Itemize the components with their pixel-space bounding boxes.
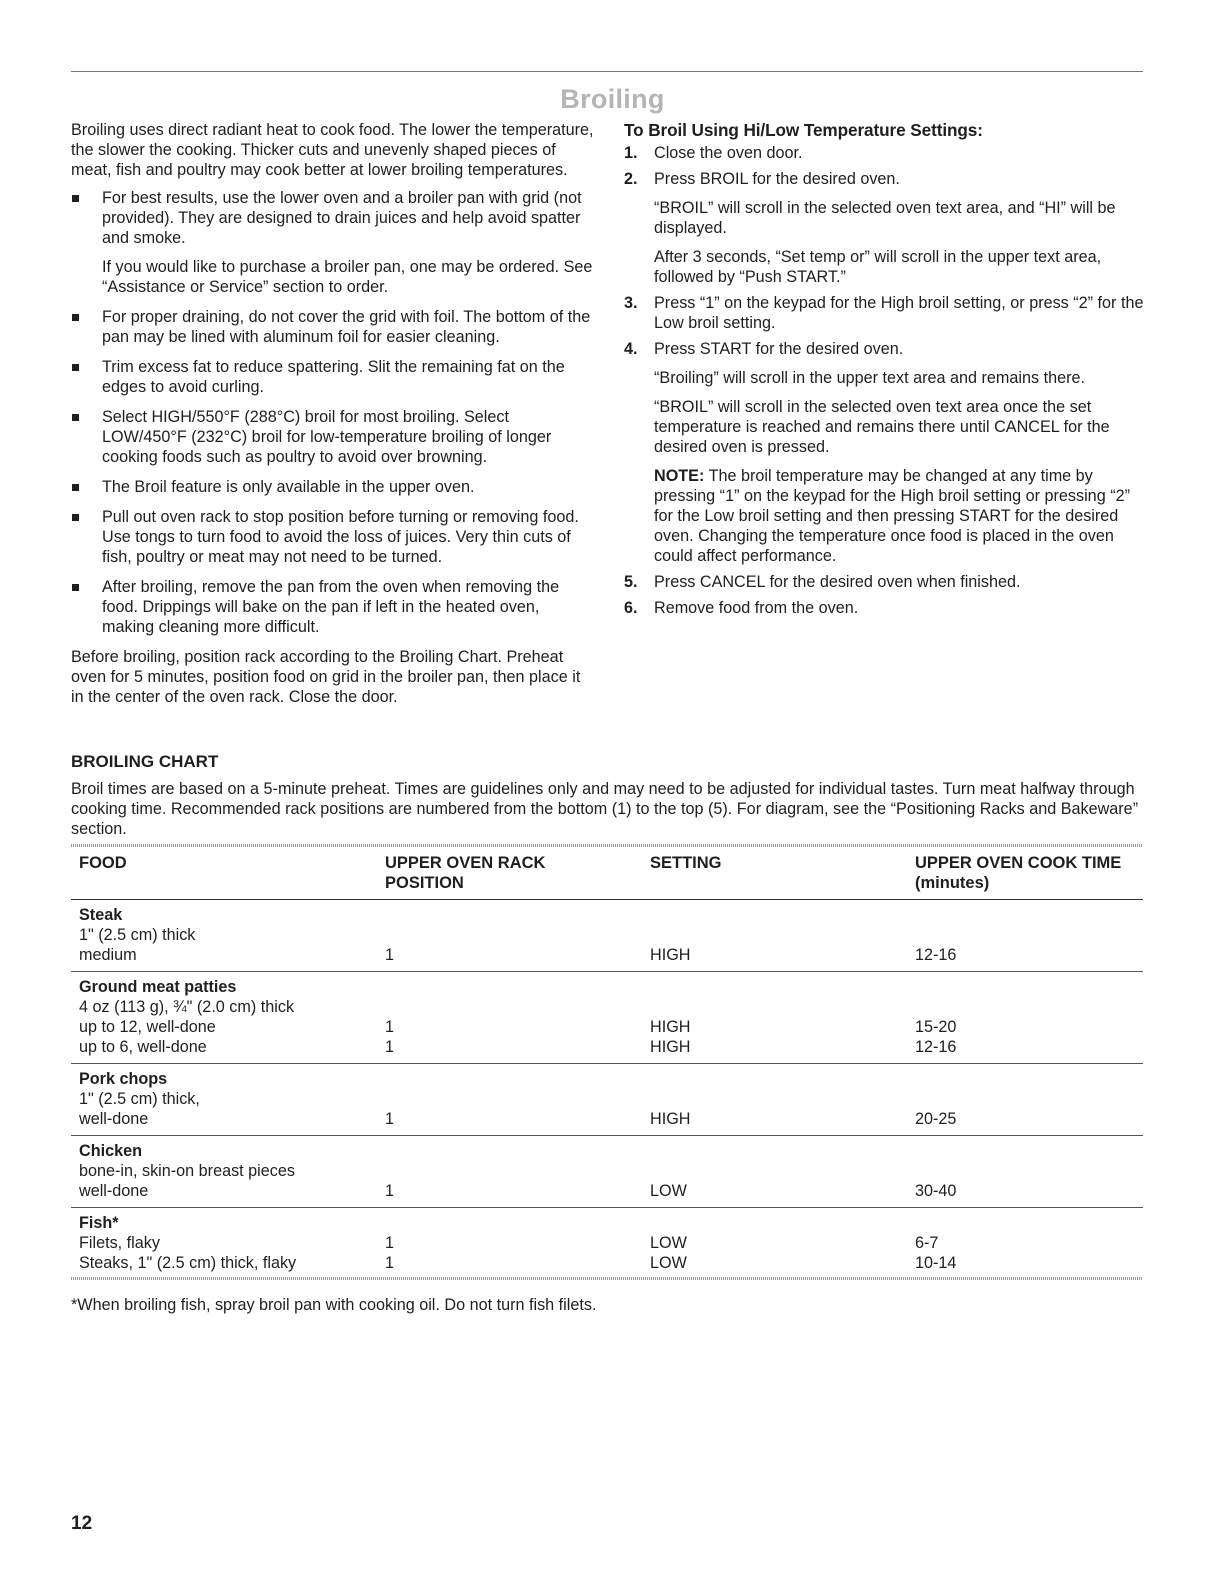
step-text: Close the oven door. [654, 144, 803, 162]
step-text: Press BROIL for the desired oven. [654, 170, 900, 188]
rack-cell: 1 [377, 900, 642, 972]
table-row [71, 972, 1143, 1064]
food-name: Chicken [79, 1142, 142, 1160]
list-item [71, 307, 596, 347]
step-number: 5. [624, 573, 638, 591]
header-cook-time: UPPER OVEN COOK TIME (minutes) [907, 847, 1143, 900]
setting-cell: HIGH [642, 900, 907, 972]
food-cell [71, 1064, 377, 1136]
tips-list [71, 188, 596, 637]
step-item [624, 143, 1144, 163]
food-item: well-done [79, 1110, 149, 1128]
bullet-icon [72, 414, 79, 421]
time-cell: 6-7 10-14 [915, 1234, 957, 1272]
step-number: 2. [624, 170, 638, 188]
food-desc: 1" (2.5 cm) thick [79, 926, 196, 944]
header-setting: SETTING [642, 847, 907, 900]
bullet-icon [72, 195, 79, 202]
step-text: Remove food from the oven. [654, 599, 859, 617]
list-item-text: Select HIGH/550°F (288°C) broil for most broiling. Select LOW/450°F (232°C) broil for low-temperature broiling of longer cooking foods such as poultry to avoid over browning. [102, 408, 552, 466]
table-header-row [71, 847, 1143, 900]
food-name: Fish* [79, 1214, 119, 1232]
list-item-text: The Broil feature is only available in the upper oven. [102, 478, 475, 496]
food-desc: bone-in, skin-on breast pieces [79, 1162, 295, 1180]
page-title: Broiling [560, 84, 665, 114]
rack-cell: 1 1 [377, 972, 642, 1064]
food-cell [71, 900, 377, 972]
step-text: Press START for the desired oven. [654, 340, 904, 358]
list-item-text: Pull out oven rack to stop position before turning or removing food. Use tongs to turn food to avoid the loss of juices. Very thin cuts of fish, poultry or meat may not need to be turned. [102, 508, 579, 566]
list-item-text: After broiling, remove the pan from the oven when removing the food. Drippings will bake on the pan if left in the heated oven, making cleaning more difficult. [102, 578, 560, 636]
note-text: The broil temperature may be changed at any time by pressing “1” on the keypad for the High broil setting or pressing “2” for the Low broil setting and then pressing START for the desired oven. Changing the temperature once food is placed in the oven could affect performance. [654, 467, 1130, 565]
left-column [71, 120, 596, 707]
step-number: 3. [624, 294, 638, 312]
time-cell: 30-40 [907, 1136, 1143, 1208]
list-item [71, 507, 596, 567]
bullet-icon [72, 484, 79, 491]
step-number: 4. [624, 340, 638, 358]
rack-cell: 1 [377, 1064, 642, 1136]
food-name: Steak [79, 906, 123, 924]
step-subtext: After 3 seconds, “Set temp or” will scroll in the upper text area, followed by “Push START.” [654, 248, 1102, 286]
step-item [624, 572, 1144, 592]
table-row [71, 1136, 1143, 1208]
food-item: up to 12, well-done [79, 1018, 216, 1036]
step-number: 1. [624, 144, 638, 162]
list-item-subtext: If you would like to purchase a broiler pan, one may be ordered. See “Assistance or Service” section to order. [102, 258, 593, 296]
note-label: NOTE: [654, 467, 705, 485]
page-number: 12 [71, 1513, 93, 1534]
food-desc: 4 oz (113 g), ¾" (2.0 cm) thick [79, 998, 295, 1016]
table-row [71, 1208, 1143, 1278]
bullet-icon [72, 584, 79, 591]
step-note [654, 466, 1144, 566]
food-desc: 1" (2.5 cm) thick, [79, 1090, 200, 1108]
list-item-text: For best results, use the lower oven and a broiler pan with grid (not provided). They are designed to drain juices and help avoid spatter and smoke. [102, 189, 582, 247]
step-item [624, 293, 1144, 333]
food-item: Steaks, 1" (2.5 cm) thick, flaky [79, 1254, 297, 1272]
bullet-icon [72, 314, 79, 321]
food-item: medium [79, 946, 137, 964]
step-text: Press CANCEL for the desired oven when finished. [654, 573, 1021, 591]
table-row [71, 900, 1143, 972]
header-food: FOOD [71, 847, 377, 900]
step-item [624, 169, 1144, 287]
steps-list [624, 143, 1144, 618]
top-rule [71, 71, 1143, 72]
header-rack-position: UPPER OVEN RACK POSITION [377, 847, 642, 900]
list-item [71, 577, 596, 637]
rack-cell: 1 [377, 1136, 642, 1208]
rack-cell: 1 1 [385, 1234, 395, 1272]
food-item: up to 6, well-done [79, 1038, 207, 1056]
setting-cell: HIGH HIGH [642, 972, 907, 1064]
setting-cell: HIGH [642, 1064, 907, 1136]
step-text: Press “1” on the keypad for the High broil setting, or press “2” for the Low broil setting. [654, 294, 1144, 332]
food-cell [71, 972, 377, 1064]
list-item [71, 188, 596, 297]
list-item-text: For proper draining, do not cover the grid with foil. The bottom of the pan may be lined with aluminum foil for easier cleaning. [102, 308, 591, 346]
step-subtext: “Broiling” will scroll in the upper text area and remains there. [654, 369, 1085, 387]
food-item: well-done [79, 1182, 149, 1200]
bullet-icon [72, 364, 79, 371]
list-item-text: Trim excess fat to reduce spattering. Slit the remaining fat on the edges to avoid curling. [102, 358, 565, 396]
list-item [71, 477, 596, 497]
chart-table [71, 847, 1143, 1277]
food-cell [71, 1208, 377, 1278]
list-item [71, 407, 596, 467]
time-cell: 20-25 [907, 1064, 1143, 1136]
setting-cell: LOW [642, 1136, 907, 1208]
chart-heading: BROILING CHART [71, 752, 219, 771]
step-item [624, 339, 1144, 566]
closing-paragraph: Before broiling, position rack according to the Broiling Chart. Preheat oven for 5 minutes, position food on grid in the broiler pan, then place it in the center of the oven rack. Close the door. [71, 648, 581, 706]
table-row [71, 1064, 1143, 1136]
step-number: 6. [624, 599, 638, 617]
time-cell: 15-20 12-16 [907, 972, 1143, 1064]
step-item [624, 598, 1144, 618]
step-subtext: “BROIL” will scroll in the selected oven text area once the set temperature is reached and remains there until CANCEL for the desired oven is pressed. [654, 398, 1110, 456]
step-subtext: “BROIL” will scroll in the selected oven text area, and “HI” will be displayed. [654, 199, 1116, 237]
chart-intro: Broil times are based on a 5-minute preheat. Times are guidelines only and may need to be adjusted for individual tastes. Turn meat halfway through cooking time. Recommended rack positions are numbered from the bottom (1) to the top (5). For diagram, see the “Positioning Racks and Bakeware” section. [71, 780, 1139, 838]
footnote: *When broiling fish, spray broil pan with cooking oil. Do not turn fish filets. [71, 1296, 597, 1314]
list-item [71, 357, 596, 397]
intro-paragraph: Broiling uses direct radiant heat to cook food. The lower the temperature, the slower the cooking. Thicker cuts and unevenly shaped pieces of meat, fish and poultry may cook better at lower broiling temperatures. [71, 121, 594, 179]
food-cell [71, 1136, 377, 1208]
bullet-icon [72, 514, 79, 521]
food-item: Filets, flaky [79, 1234, 160, 1252]
dotted-rule [71, 1277, 1143, 1280]
time-cell: 12-16 [907, 900, 1143, 972]
broiling-chart-table [71, 844, 1143, 1280]
right-column [624, 120, 1144, 624]
food-name: Ground meat patties [79, 978, 237, 996]
section-heading: To Broil Using Hi/Low Temperature Settings: [624, 120, 983, 140]
food-name: Pork chops [79, 1070, 168, 1088]
setting-cell: LOW LOW [650, 1234, 687, 1272]
